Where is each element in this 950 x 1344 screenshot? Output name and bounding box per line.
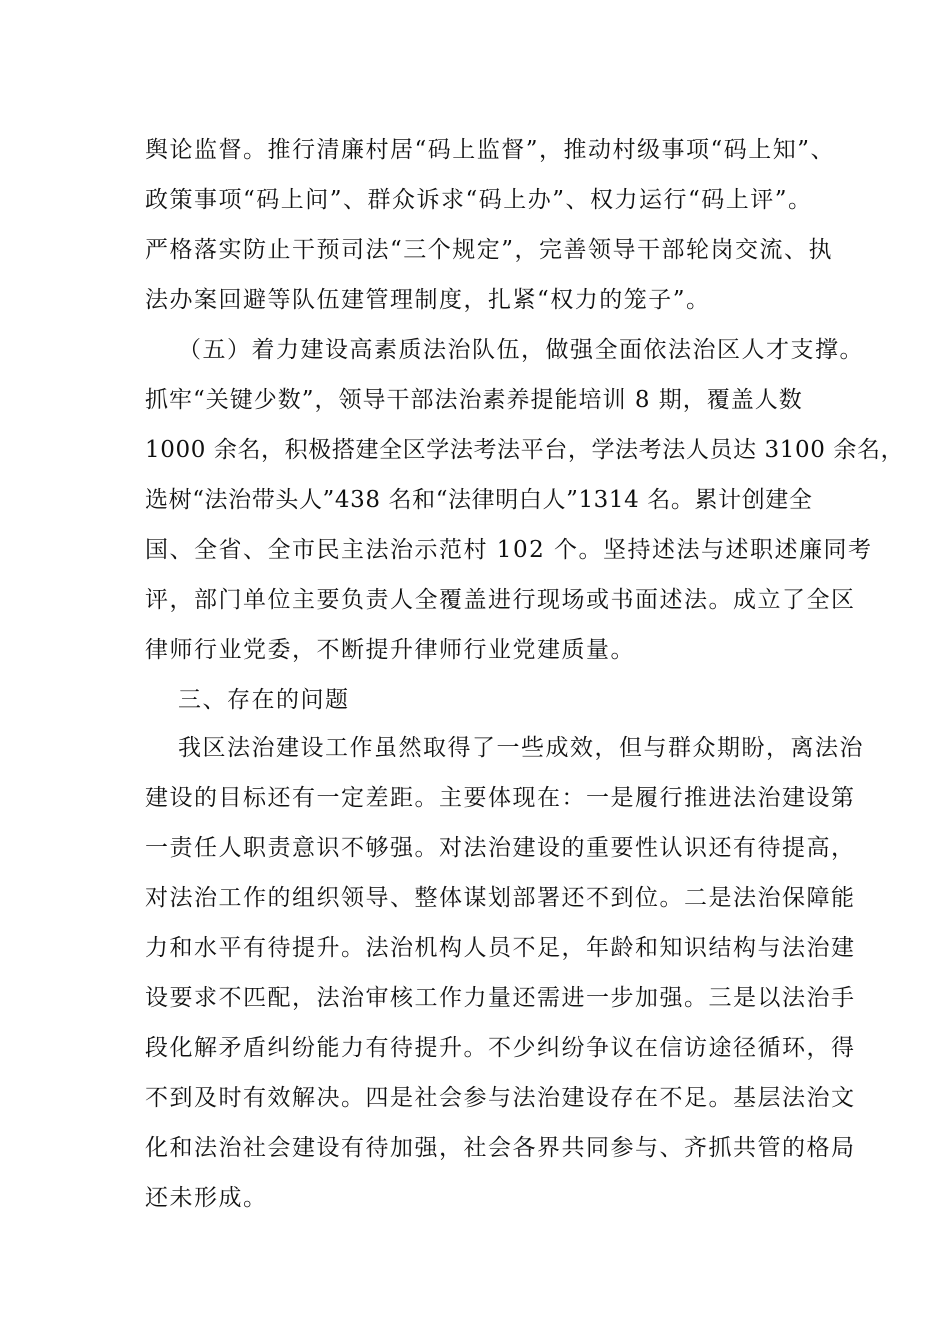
paragraph-line: 1000 余名，积极搭建全区学法考法平台，学法考法人员达 3100 余名， <box>145 437 905 463</box>
paragraph-line: 段化解矛盾纠纷能力有待提升。不少纠纷争议在信访途径循环，得 <box>145 1035 856 1061</box>
paragraph-line: 律师行业党委，不断提升律师行业党建质量。 <box>145 637 635 663</box>
paragraph-line: 国、全省、全市民主法治示范村 102 个。坚持述法与述职述廉同考 <box>145 537 873 563</box>
section-title: 三、存在的问题 <box>178 687 350 713</box>
paragraph-line: 不到及时有效解决。四是社会参与法治建设存在不足。基层法治文 <box>145 1085 856 1111</box>
paragraph-line: 选树“法治带头人”438 名和“法律明白人”1314 名。累计创建全 <box>145 487 813 513</box>
paragraph-line: 政策事项“码上问”、群众诉求“码上办”、权力运行“码上评”。 <box>145 187 813 213</box>
paragraph-line: 还未形成。 <box>145 1185 268 1211</box>
paragraph-line: 抓牢“关键少数”，领导干部法治素养提能培训 8 期，覆盖人数 <box>145 387 803 413</box>
paragraph-line: 设要求不匹配，法治审核工作力量还需进一步加强。三是以法治手 <box>145 985 856 1011</box>
paragraph-line: 严格落实防止干预司法“三个规定”，完善领导干部轮岗交流、执 <box>145 237 834 263</box>
section-heading-line: （五）着力建设高素质法治队伍，做强全面依法治区人才支撑。 <box>178 337 864 363</box>
paragraph-line: 化和法治社会建设有待加强，社会各界共同参与、齐抓共管的格局 <box>145 1135 856 1161</box>
paragraph-line: 一责任人职责意识不够强。对法治建设的重要性认识还有待提高， <box>145 835 856 861</box>
paragraph-line: 我区法治建设工作虽然取得了一些成效，但与群众期盼，离法治 <box>178 735 864 761</box>
paragraph-line: 建设的目标还有一定差距。主要体现在：一是履行推进法治建设第 <box>145 785 856 811</box>
paragraph-line: 法办案回避等队伍建管理制度，扎紧“权力的笼子”。 <box>145 287 711 313</box>
paragraph-line: 评，部门单位主要负责人全覆盖进行现场或书面述法。成立了全区 <box>145 587 856 613</box>
paragraph-line: 对法治工作的组织领导、整体谋划部署还不到位。二是法治保障能 <box>145 885 856 911</box>
paragraph-line: 舆论监督。推行清廉村居“码上监督”，推动村级事项“码上知”、 <box>145 137 836 163</box>
paragraph-line: 力和水平有待提升。法治机构人员不足，年龄和知识结构与法治建 <box>145 935 856 961</box>
